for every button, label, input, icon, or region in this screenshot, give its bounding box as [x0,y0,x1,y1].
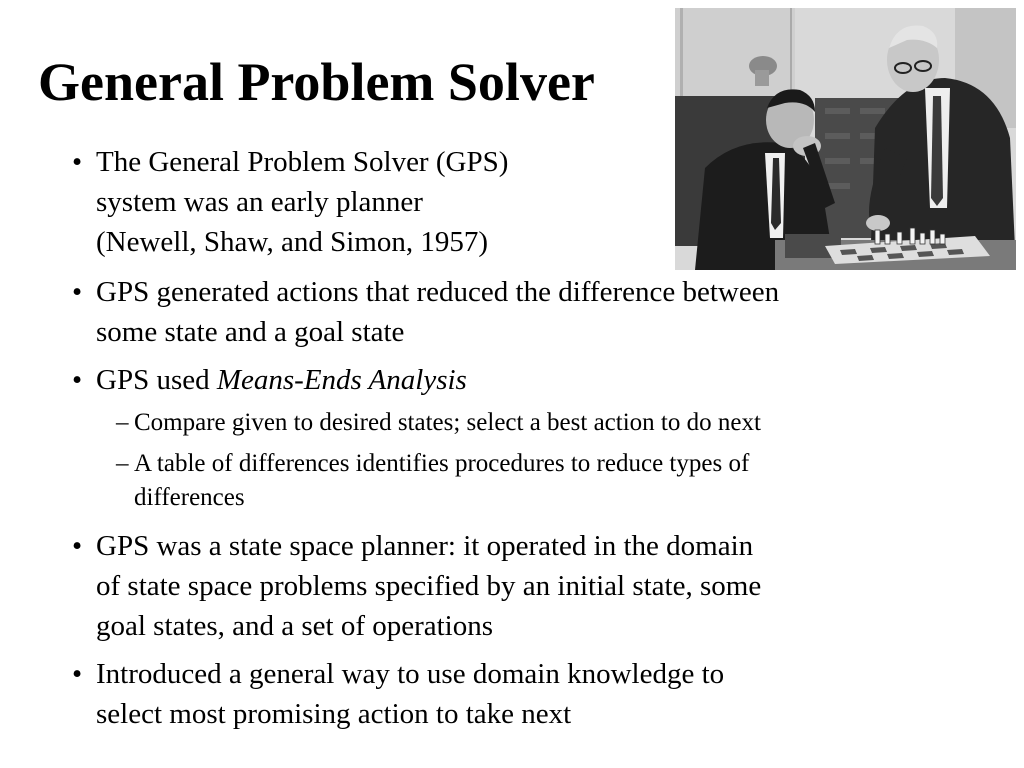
bullet-line: of state space problems specified by an initial state, some [96,570,762,602]
bullet-line: GPS was a state space planner: it operated in the domain [96,530,754,562]
subbullet-dash: – [116,409,129,436]
bullet-prefix: GPS used [96,364,217,396]
subbullet-dash: – [116,450,129,477]
bullet-line: select most promising action to take next [96,698,572,730]
subbullet-line: Compare given to desired states; select a best action to do next [134,409,761,436]
subbullet-text [134,447,749,515]
bullet-text [96,654,724,734]
bullet-emphasis: Means-Ends Analysis [216,364,467,396]
bullet-text [96,272,779,352]
bullet-line: GPS generated actions that reduced the difference between [96,276,780,308]
subbullet-text [134,406,761,440]
bullet-line: system was an early planner [96,186,423,218]
bullet-line: The General Problem Solver (GPS) [96,146,509,178]
bullet-text [96,142,508,262]
slide-title: General Problem Solver [38,52,595,112]
subbullet-line: A table of differences identifies procedures to reduce types of [134,450,750,477]
bullet-line: (Newell, Shaw, and Simon, 1957) [96,226,488,258]
bullet-line: goal states, and a set of operations [96,610,494,642]
subbullet-line: differences [134,484,245,511]
bullet-text [96,526,761,646]
bullet-dot: • [72,364,83,396]
bullet-dot: • [72,276,83,308]
chess-photo [675,8,1016,270]
bullet-dot: • [72,146,83,178]
bullet-line: Introduced a general way to use domain knowledge to [96,658,725,690]
bullet-dot: • [72,530,83,562]
bullet-line: some state and a goal state [96,316,405,348]
bullet-dot: • [72,658,83,690]
bullet-text [96,360,467,400]
